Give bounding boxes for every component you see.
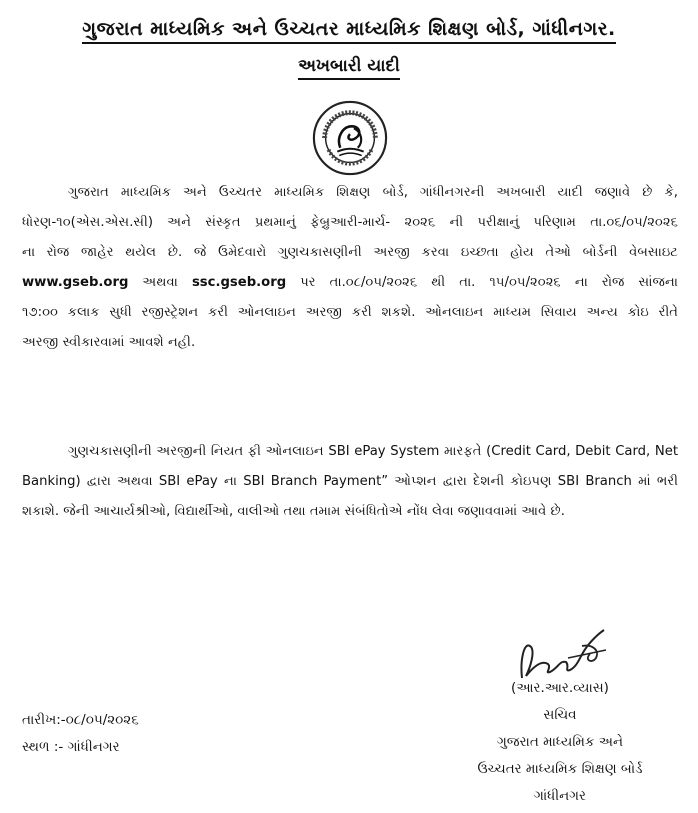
subtitle-text: અખબારી યાદી [298, 56, 400, 80]
text-line: ૧૭:૦૦ કલાક સુધી રજીસ્ટ્રેશન કરી ઓનલાઇન અરજી કરી શકશે. ઓનલાઇન માધ્યમ સિવાય અન્ય કોઇ રીતે [22, 305, 678, 320]
text-line: ના રોજ જાહેર થયેલ છે. જે ઉમેદવારો ગુણચકાસણીની અરજી કરવા ઇચ્છતા હોય તેઓ બોર્ડની વેબસાઇટ [22, 245, 678, 260]
page-subtitle [0, 56, 698, 76]
text-line: અરજી સ્વીકારવામાં આવશે નહી. [22, 335, 196, 350]
page-title [0, 18, 698, 40]
signatory-org-line1: ગુજરાત માધ્યમિક અને [496, 734, 624, 750]
issue-place: સ્થળ :- ગાંધીનગર [22, 739, 120, 755]
text-line-websites [22, 268, 678, 298]
issue-date: તારીખ:-૦૮/૦૫/૨૦૨૬ [22, 712, 139, 728]
paragraph-result-announcement [22, 178, 678, 358]
text-line: ગુણચકાસણીની અરજીની નિયત ફી ઓનલાઇન SBI ePay System મારફતે (Credit Card, Debit Card, Net [68, 444, 678, 459]
text-fragment: અથવા [128, 275, 192, 290]
signatory-place: ગાંધીનગર [533, 788, 586, 804]
text-line: ગુજરાત માધ્યમિક અને ઉચ્ચતર માધ્યમિક શિક્ષણ બોર્ડ, ગાંધીનગરની અખબારી યાદી જણાવે છે કે, [68, 185, 678, 200]
signatory-designation: સચિવ [543, 707, 577, 723]
signatory-org-line2: ઉચ્ચતર માધ્યમિક શિક્ષણ બોર્ડ [477, 761, 643, 777]
website-link-gseb[interactable]: www.gseb.org [22, 275, 129, 290]
text-fragment: પર તા.૦૮/૦૫/૨૦૨૬ થી તા. ૧૫/૦૫/૨૦૨૬ ના રોજ સાંજના [286, 275, 678, 290]
signatory-name: (આર.આર.વ્યાસ) [511, 680, 609, 696]
text-line: શકાશે. જેની આચાર્યશ્રીઓ, વિદ્યાર્થીઓ, વાલીઓ તથા તમામ સંબંધિતોએ નોંધ લેવા જણાવવામાં આવે છે. [22, 504, 565, 519]
website-link-ssc[interactable]: ssc.gseb.org [191, 275, 287, 290]
paragraph-fee-payment [22, 437, 678, 527]
text-line: Banking) દ્વારા અથવા SBI ePay ના SBI Branch Payment” ઓપ્શન દ્વારા દેશની કોઇપણ SBI Branch માં ભરી [22, 474, 678, 489]
title-text: ગુજરાત માધ્યમિક અને ઉચ્ચતર માધ્યમિક શિક્ષણ બોર્ડ, ગાંધીનગર. [82, 18, 616, 44]
text-line: ધોરણ-૧૦(એસ.એસ.સી) અને સંસ્કૃત પ્રથમાનું ફેબ્રુઆરી-માર્ચ- ૨૦૨૬ ની પરીક્ષાનું પરિણામ તા.૦૬/૦૫/૨૦૨૬ [22, 215, 678, 230]
board-seal-emblem [311, 99, 389, 177]
